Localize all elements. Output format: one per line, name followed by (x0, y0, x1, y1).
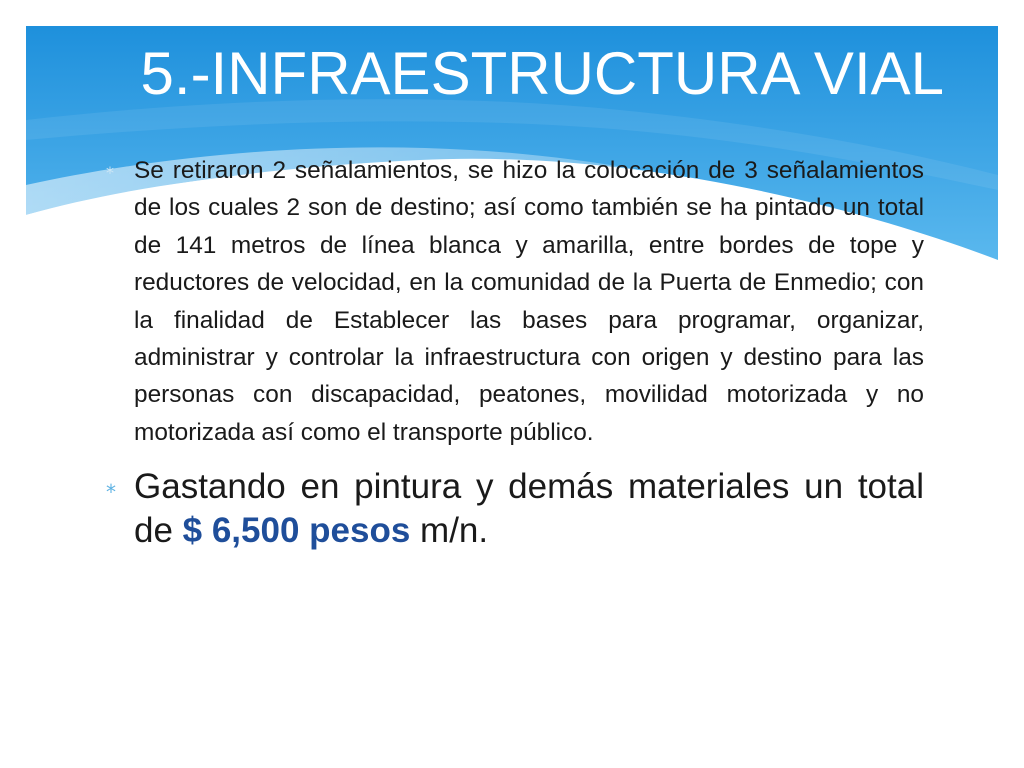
page-title: 5.-INFRAESTRUCTURA VIAL (140, 40, 944, 107)
asterisk-bullet-icon: * (106, 480, 116, 505)
bullet-text-suffix: m/n. (410, 511, 489, 551)
bullet-text: Gastando en pintura y demás materiales un total de (134, 467, 924, 551)
asterisk-bullet-icon: * (106, 163, 114, 182)
bullet-text: Se retiraron 2 señalamientos, se hizo la colocación de 3 señalamientos de los cuales 2 son de destino; así como también se ha pintado un total de 141 metros de línea blanca y amarilla, entre bordes de tope y reductores de velocidad, en la comunidad de la Puerta de Enmedio; con la finalidad de Establecer las bases para programar, organizar, administrar y controlar la infraestructura con origen y destino para las personas con discapacidad, peatones, movilidad motorizada y no motorizada así como el transporte público. (134, 157, 924, 446)
bullet-item-1 (100, 152, 924, 451)
slide-body (100, 152, 924, 553)
bullet-item-2 (100, 465, 924, 553)
amount-highlight: $ 6,500 pesos (182, 511, 411, 551)
